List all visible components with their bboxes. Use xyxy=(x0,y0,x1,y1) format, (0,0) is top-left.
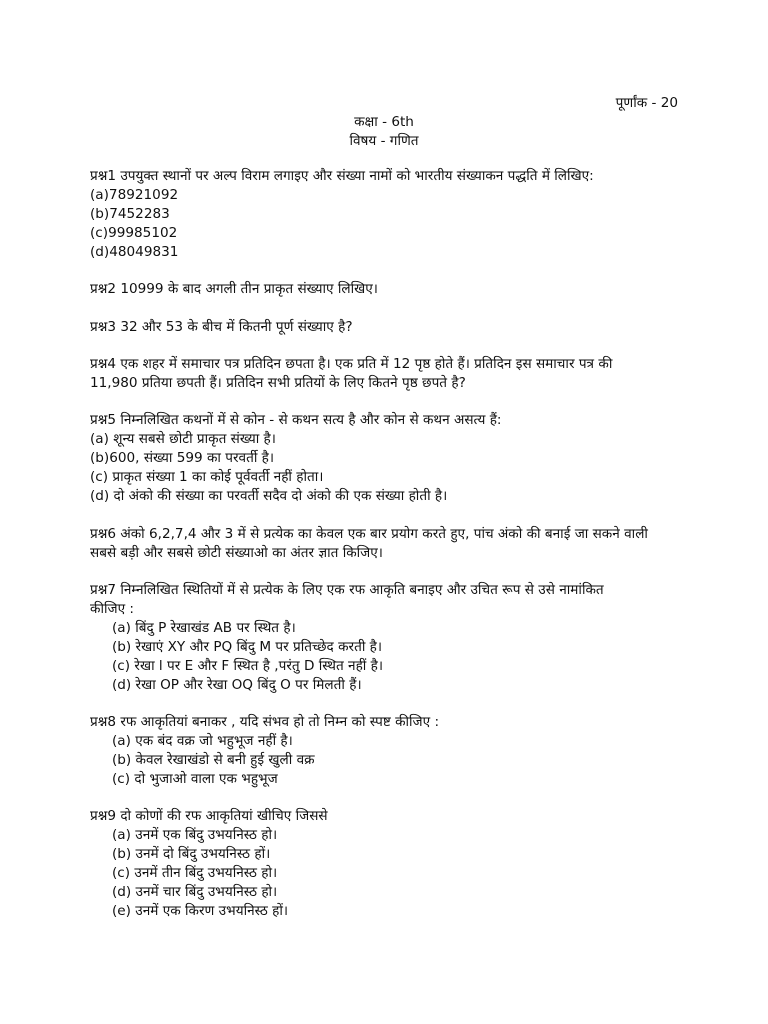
question-7-item-a: (a) बिंदु P रेखाखंड AB पर स्थित है। xyxy=(112,620,296,636)
question-9-text: प्रश्न9 दो कोणों की रफ आकृतियां खीचिए जिससे xyxy=(90,808,328,824)
question-9-item-e: (e) उनमें एक किरण उभयनिस्ठ हों। xyxy=(112,903,289,919)
question-1-item-c: (c)99985102 xyxy=(90,225,178,241)
class-label: कक्षा - 6th xyxy=(354,114,414,130)
question-5-item-a: (a) शून्य सबसे छोटी प्राकृत संख्या है। xyxy=(90,431,276,447)
question-4-line-1: प्रश्न4 एक शहर में समाचार पत्र प्रतिदिन छपता है। एक प्रति में 12 पृष्ठ होते हैं। प्रतिदिन इस समाचार पत्र की xyxy=(90,356,613,372)
question-8-item-a: (a) एक बंद वक्र जो भहुभूज नहीं है। xyxy=(112,733,293,749)
question-8-item-b: (b) केवल रेखाखंडो से बनी हुई खुली वक्र xyxy=(112,752,315,768)
question-8-item-c: (c) दो भुजाओ वाला एक भहुभूज xyxy=(112,771,278,787)
question-6-line-1: प्रश्न6 अंको 6,2,7,4 और 3 में से प्रत्येक का केवल एक बार प्रयोग करते हुए, पांच अंको की बनाई जा सकने वाली xyxy=(90,526,648,542)
question-1-item-a: (a)78921092 xyxy=(90,187,179,203)
question-4-line-2: 11,980 प्रतिया छपती हैं। प्रतिदिन सभी प्रतियों के लिए कितने पृष्ठ छपते है? xyxy=(90,375,466,391)
question-1-item-b: (b)7452283 xyxy=(90,206,170,222)
subject-label: विषय - गणित xyxy=(349,133,419,149)
question-9-item-a: (a) उनमें एक बिंदु उभयनिस्ठ हो। xyxy=(112,827,278,843)
question-7-item-d: (d) रेखा OP और रेखा OQ बिंदु O पर मिलती हैं। xyxy=(112,677,362,693)
question-1-item-d: (d)48049831 xyxy=(90,244,179,260)
question-9-item-c: (c) उनमें तीन बिंदु उभयनिस्ठ हो। xyxy=(112,865,278,881)
question-9-item-b: (b) उनमें दो बिंदु उभयनिस्ठ हों। xyxy=(112,846,271,862)
question-5-item-c: (c) प्राकृत संख्या 1 का कोई पूर्ववर्ती नहीं होता। xyxy=(90,469,324,485)
question-1-text: प्रश्न1 उपयुक्त स्थानों पर अल्प विराम लगाइए और संख्या नामों को भारतीय संख्याकन पद्धति में लिखिए: xyxy=(90,168,594,184)
max-marks: पूर्णांक - 20 xyxy=(615,95,678,111)
question-9-item-d: (d) उनमें चार बिंदु उभयनिस्ठ हो। xyxy=(112,884,278,900)
question-3-text: प्रश्न3 32 और 53 के बीच में कितनी पूर्ण संख्याए है? xyxy=(90,319,353,335)
question-5-text: प्रश्न5 निम्नलिखित कथनों में से कोन - से कथन सत्य है और कोन से कथन असत्य हैं: xyxy=(90,412,502,428)
question-7-line-1: प्रश्न7 निम्नलिखित स्थितियों में से प्रत्येक के लिए एक रफ आकृति बनाइए और उचित रूप से उसे नामांकित xyxy=(90,582,604,598)
question-5-item-b: (b)600, संख्या 599 का परवर्ती है। xyxy=(90,450,275,466)
question-2-text: प्रश्न2 10999 के बाद अगली तीन प्राकृत संख्याए लिखिए। xyxy=(90,281,378,297)
question-7-line-2: कीजिए : xyxy=(90,601,134,617)
question-7-item-b: (b) रेखाएं XY और PQ बिंदु M पर प्रतिच्छेद करती है। xyxy=(112,639,383,655)
question-6-line-2: सबसे बड़ी और सबसे छोटी संख्याओ का अंतर ज्ञात किजिए। xyxy=(90,545,383,561)
question-5-item-d: (d) दो अंको की संख्या का परवर्ती सदैव दो अंको की एक संख्या होती है। xyxy=(90,488,448,504)
question-7-item-c: (c) रेखा l पर E और F स्थित है ,परंतु D स्थित नहीं है। xyxy=(112,658,384,674)
question-8-text: प्रश्न8 रफ आकृतियां बनाकर , यदि संभव हो तो निम्न को स्पष्ट कीजिए : xyxy=(90,714,440,730)
